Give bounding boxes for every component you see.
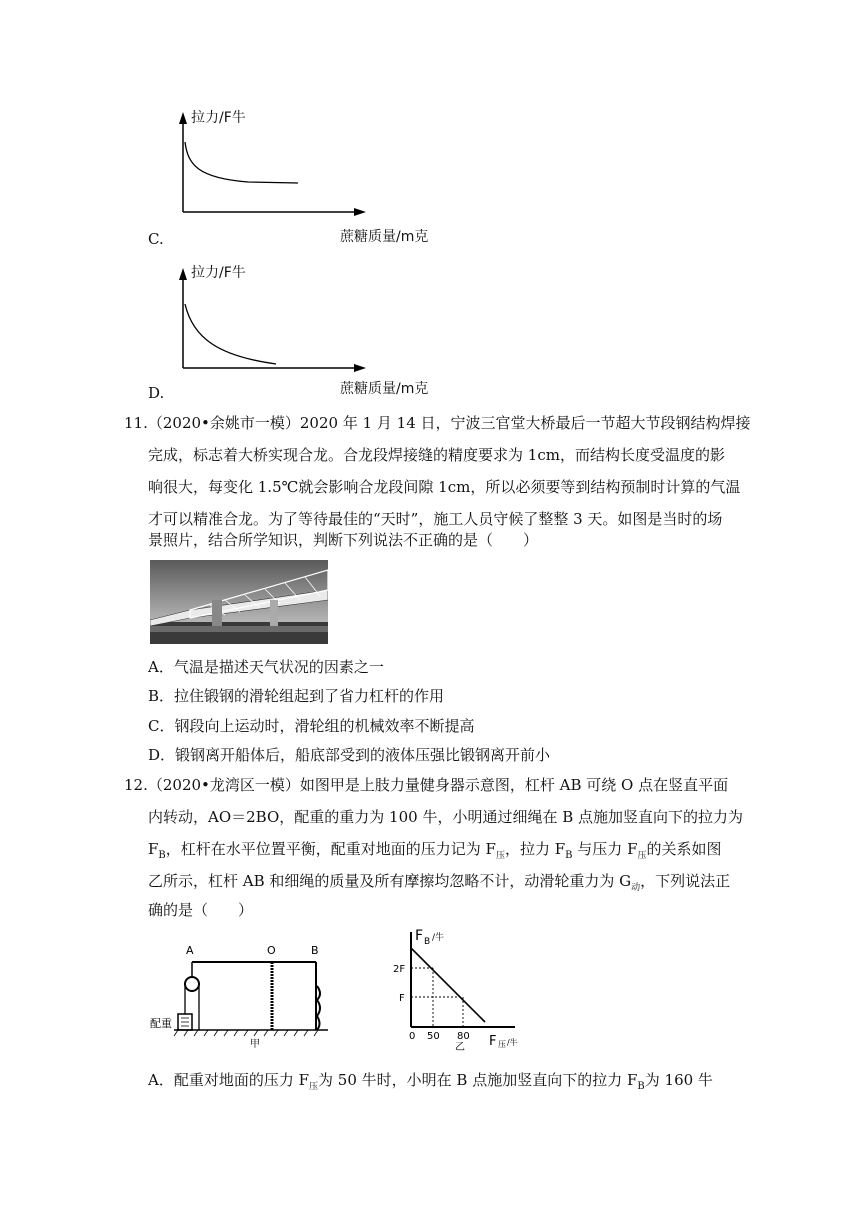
- graph-c-xlabel: 蔗糖质量/m克: [340, 229, 429, 245]
- figure-jia: [148, 926, 338, 1050]
- q11-option-a: A．气温是描述天气状况的因素之一: [148, 658, 384, 676]
- q12-line-1: 12.（2020•龙湾区一模）如图甲是上肢力量健身器示意图，杠杆 AB 可绕 O 点在竖直平面: [124, 776, 729, 794]
- q12-option-a: [148, 1070, 713, 1097]
- q12-line-3: [148, 839, 722, 866]
- q11-line-2: 完成，标志着大桥实现合龙。合龙段焊接缝的精度要求为 1cm，而结构长度受温度的影: [148, 446, 725, 464]
- q12-line-4: [148, 871, 730, 898]
- q12-option-a-text-1: A．配重对地面的压力 F: [148, 1071, 310, 1089]
- fig-yi-tick-80: 80: [457, 1031, 470, 1042]
- fig-yi-origin: 0: [409, 1031, 416, 1042]
- q11-option-c: C．钢段向上运动时，滑轮组的机械效率不断提高: [148, 717, 475, 735]
- fig-yi-xunit: /牛: [507, 1038, 518, 1047]
- q12-option-a-sub-b: B: [637, 1081, 645, 1092]
- q11-line-3: 响很大，每变化 1.5℃就会影响合龙段间隙 1cm，所以必须要等到结构预制时计算的气温: [148, 478, 741, 496]
- graph-d-xlabel: 蔗糖质量/m克: [340, 381, 429, 397]
- figure-yi-svg: [385, 920, 545, 1052]
- q12-option-a-sub-ya: 压: [309, 1082, 319, 1092]
- fig-yi-xaxis: F: [489, 1034, 497, 1049]
- fig-yi-tick-f: F: [399, 993, 405, 1004]
- fig-jia-label-peizhong: 配重: [150, 1017, 172, 1030]
- fig-yi-caption: 乙: [455, 1042, 465, 1052]
- q11-option-b: B．拉住锻钢的滑轮组起到了省力杠杆的作用: [148, 687, 445, 705]
- q11-line-1: 11.（2020•余姚市一模）2020 年 1 月 14 日，宁波三官堂大桥最后一节超大节段钢结构焊接: [124, 414, 751, 432]
- bridge-photo: [150, 560, 328, 644]
- fig-yi-tick-2f: 2F: [393, 964, 406, 975]
- fig-yi-xsub: 压: [498, 1040, 506, 1049]
- bridge-photo-svg: [150, 560, 328, 644]
- figure-yi: [385, 920, 545, 1052]
- q12-line-5: 确的是（ ）: [148, 901, 254, 919]
- q12-gdong-sub: 动: [631, 883, 641, 893]
- fig-jia-label-a: A: [186, 944, 194, 957]
- q12-line-3-text-c: 与压力 F: [572, 840, 638, 858]
- q12-fb-symbol: F: [148, 840, 159, 858]
- q12-line-4-text-b: ，下列说法正: [640, 872, 731, 890]
- q12-fb-sub: B: [158, 850, 166, 861]
- q11-option-d: D．锻钢离开船体后，船底部受到的液体压强比锻钢离开前小: [148, 746, 551, 764]
- q12-line-3-text-a: ，杠杆在水平位置平衡，配重对地面的压力记为 F: [165, 840, 496, 858]
- q12-option-a-text-2: 为 50 牛时，小明在 B 点施加竖直向下的拉力 F: [318, 1071, 638, 1089]
- fig-jia-caption: 甲: [250, 1039, 260, 1050]
- graph-c-ylabel: 拉力/F牛: [191, 110, 246, 126]
- q12-line-2: 内转动，AO＝2BO，配重的重力为 100 牛，小明通过细绳在 B 点施加竖直向下的拉力为: [148, 808, 744, 826]
- q12-option-a-text-3: 为 160 牛: [644, 1071, 713, 1089]
- fig-yi-yaxis: F: [415, 928, 424, 944]
- fig-yi-ysub: B: [424, 937, 431, 947]
- q12-line-4-text: 乙所示，杠杆 AB 和细绳的质量及所有摩擦均忽略不计，动滑轮重力为 G: [148, 872, 632, 890]
- q11-line-4: 才可以精准合龙。为了等待最佳的“天时”，施工人员守候了整整 3 天。如图是当时的场: [148, 510, 723, 528]
- fig-yi-yunit: /牛: [432, 933, 445, 943]
- q12-fb-sub-2: B: [565, 850, 573, 861]
- q12-fya-sub-2: 压: [637, 851, 647, 861]
- graph-d-ylabel: 拉力/F牛: [191, 265, 246, 281]
- q12-line-3-text-d: 的关系如图: [646, 840, 722, 858]
- q11-line-5: 景照片，结合所学知识，判断下列说法不正确的是（ ）: [148, 531, 539, 549]
- fig-yi-tick-50: 50: [427, 1031, 440, 1042]
- figure-jia-svg: [148, 926, 338, 1050]
- graph-c-option: C.: [148, 230, 164, 248]
- fig-jia-label-o: O: [267, 944, 276, 957]
- q12-line-3-text-b: ，拉力 F: [504, 840, 566, 858]
- graph-d-option: D.: [148, 384, 165, 402]
- q12-fya-sub: 压: [495, 851, 505, 861]
- fig-jia-label-b: B: [311, 944, 319, 957]
